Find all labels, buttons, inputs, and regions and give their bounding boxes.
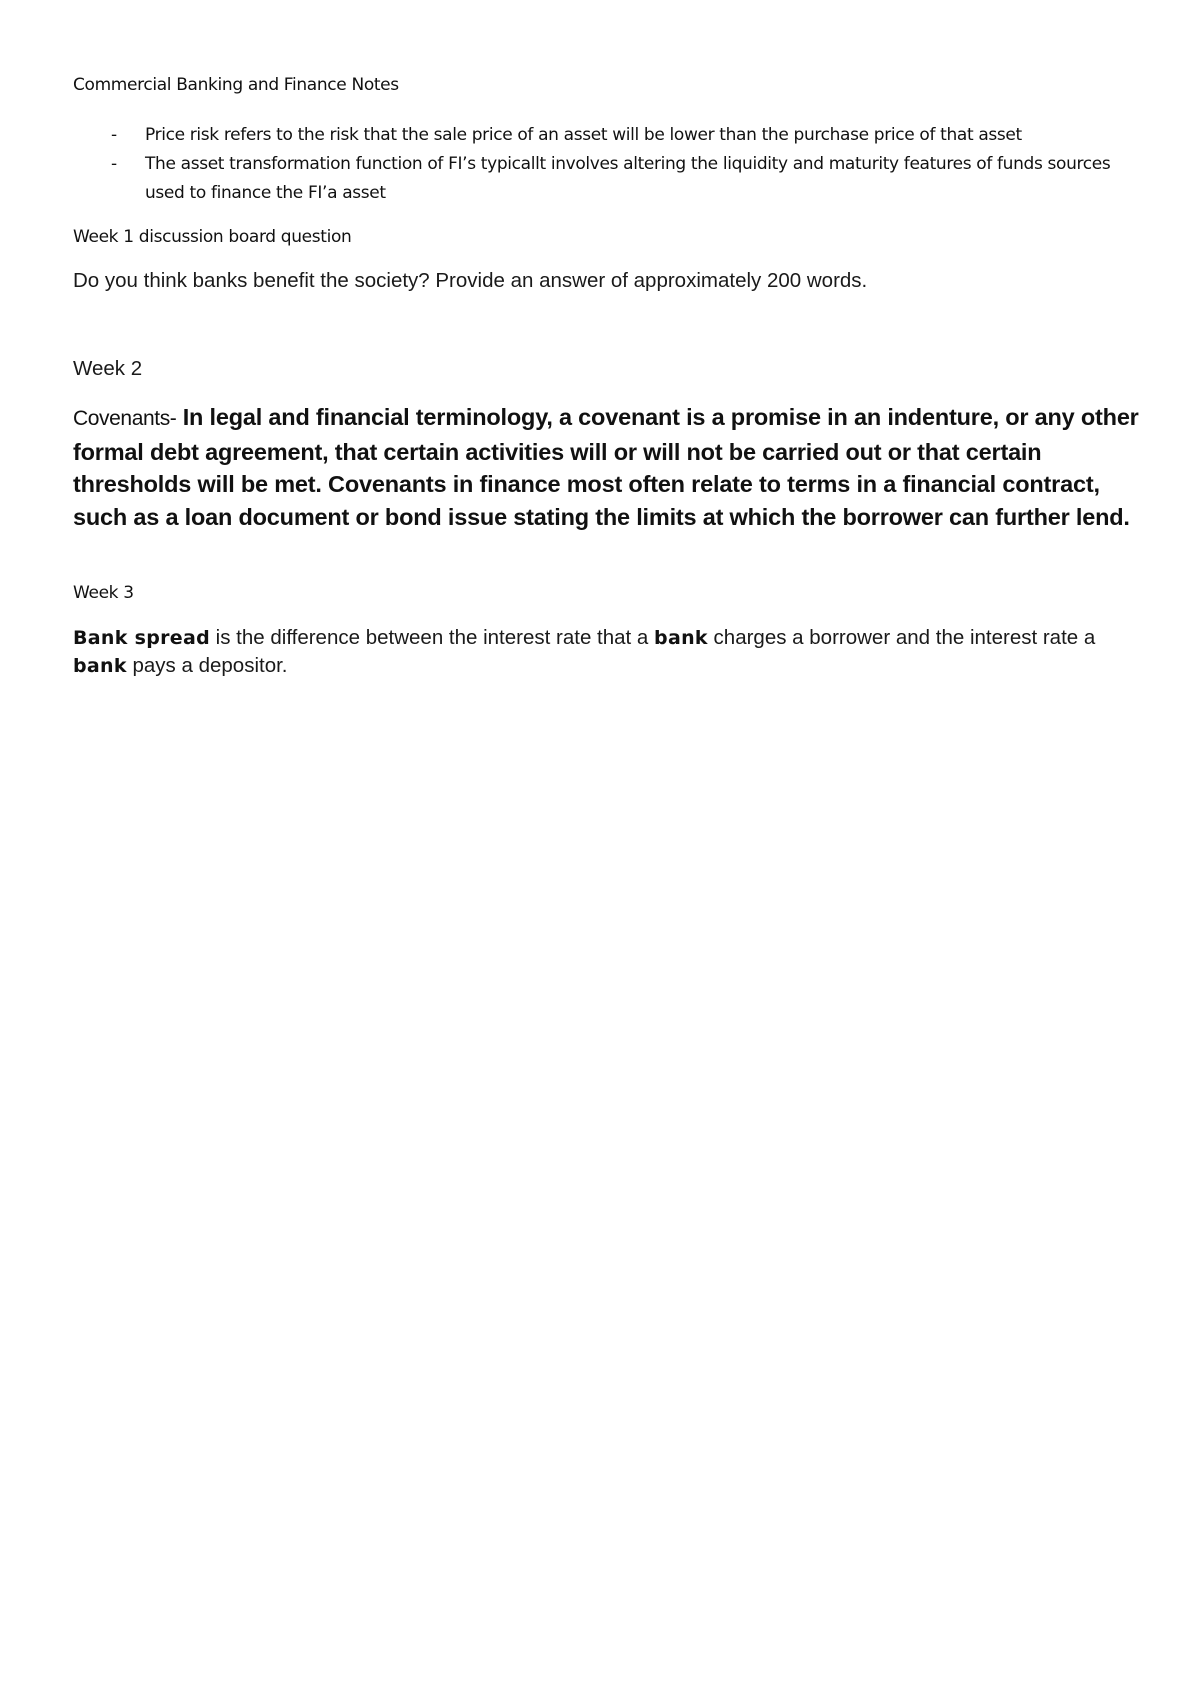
week3-heading: Week 3 <box>73 583 134 603</box>
bank-spread-term: Bank spread <box>73 627 210 649</box>
bank-bold-word: bank <box>654 627 708 649</box>
bullet-dash: - <box>111 125 117 145</box>
spread-text-part: charges a borrower and the interest rate a <box>707 626 1096 649</box>
bullet-text: Price risk refers to the risk that the sale price of an asset will be lower than the purchase price of that asset <box>145 125 1022 145</box>
bank-spread-paragraph <box>73 624 1133 680</box>
week1-question: Do you think banks benefit the society? Provide an answer of approximately 200 words. <box>73 269 868 292</box>
list-item <box>73 150 1143 208</box>
week1-heading: Week 1 discussion board question <box>73 227 352 247</box>
spread-text-part: pays a depositor. <box>126 654 288 677</box>
spread-text-part: is the difference between the interest rate that a <box>209 626 655 649</box>
bullet-text: The asset transformation function of FI’s typicallt involves altering the liquidity and maturity features of funds sources used to finance the FI’a asset <box>145 154 1111 203</box>
list-item <box>73 121 1143 150</box>
covenants-paragraph <box>73 401 1148 533</box>
document-title: Commercial Banking and Finance Notes <box>73 75 399 95</box>
week2-heading: Week 2 <box>73 357 143 380</box>
notes-bullet-list <box>73 121 1143 208</box>
bullet-dash: - <box>111 154 117 174</box>
bank-bold-word: bank <box>73 655 127 677</box>
covenants-definition: In legal and financial terminology, a covenant is a promise in an indenture, or any other formal debt agreement, that certain activities will or will not be carried out or that certain thresholds will be met. Covenants in finance most often relate to terms in a financial contract, such as a loan document or bond issue stating the limits at which the borrower can further lend. <box>73 404 1139 530</box>
covenants-term: Covenants- <box>73 407 177 430</box>
